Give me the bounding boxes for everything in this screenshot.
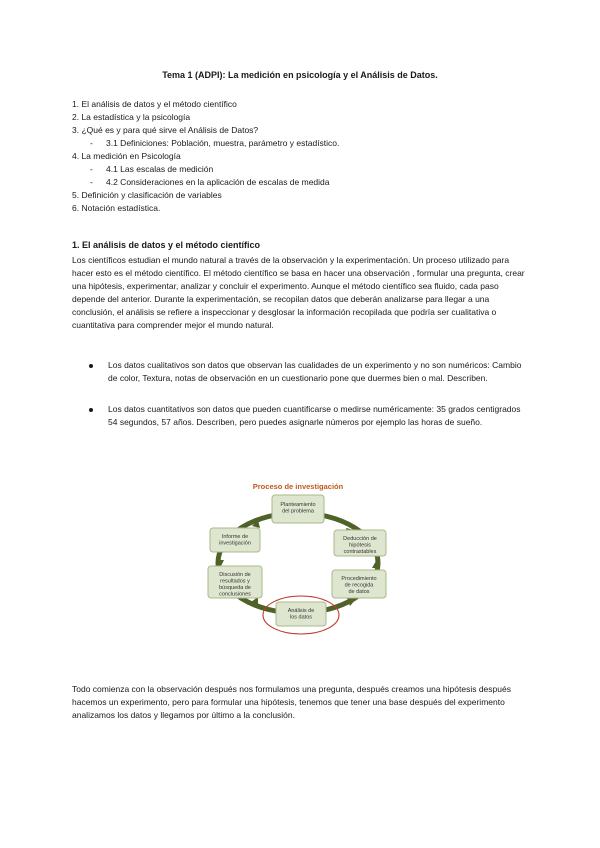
diagram-title: Proceso de investigación xyxy=(252,482,344,491)
bullet-list xyxy=(72,359,530,447)
step-box xyxy=(332,570,386,598)
closing-paragraph: Todo comienza con la observación después nos formulamos una pregunta, después creamos una hipótesis después hacemos un experimento, pero para formular una hipótesis, tenemos que tener una base después del experimento analizamos los datos y llegamos por último a la conclusión. xyxy=(72,684,511,720)
intro-paragraph: Los científicos estudian el mundo natural a través de la observación y la experimentación. Un proceso utilizado para hacer esto es el método científico. El método científico se basa en hacer una observación , formular una pregunta, crear una hipótesis, experimentar, analizar y concluir el experimento. Aunque el método científico sea fluido, cada paso depende del anterior. Durante la experimentación, se recopilan datos que deberán analizarse para llegar a una conclusión, el análisis se refiere a inspeccionar y desglosar la información recopilada que podría ser cualitativa o cuantitativa para comprender mejor el mundo natural. xyxy=(72,255,525,330)
step-box xyxy=(210,528,260,552)
toc-subitem: - 4.2 Consideraciones en la aplicación de escalas de medida xyxy=(72,176,339,189)
step-box xyxy=(208,566,262,598)
step-box xyxy=(334,530,386,556)
step-label: Discusión de resultados y búsqueda de conclusiones xyxy=(219,572,251,598)
toc-item: 6. Notación estadística. xyxy=(72,203,161,213)
step-label: Deducción de hipótesis contrastables xyxy=(343,536,377,555)
section-heading: 1. El análisis de datos y el método científico xyxy=(72,240,261,250)
toc-subitem: - 4.1 Las escalas de medición xyxy=(72,163,339,176)
toc-item: 3. ¿Qué es y para qué sirve el Análisis de Datos? xyxy=(72,125,259,135)
step-box xyxy=(272,495,324,523)
document-title: Tema 1 (ADPI): La medición en psicología y el Análisis de Datos. xyxy=(162,70,438,80)
toc-subitem: - 3.1 Definiciones: Población, muestra, parámetro y estadístico. xyxy=(72,137,339,150)
research-process-diagram xyxy=(196,478,396,638)
toc-item: 1. El análisis de datos y el método científico xyxy=(72,99,237,109)
toc-item: 4. La medición en Psicología xyxy=(72,151,181,161)
table-of-contents xyxy=(72,98,339,215)
toc-item: 2. La estadística y la psicología xyxy=(72,112,191,122)
step-label: Planteamiento del problema xyxy=(280,502,316,515)
step-box xyxy=(276,602,326,626)
toc-item: 5. Definición y clasificación de variables xyxy=(72,190,222,200)
bullet-qualitative: Los datos cualitativos son datos que observan las cualidades de un experimento y no son numéricos: Cambio de color, Textura, notas de observación en un cuestionario pone que duermes bien o mal. Describen. xyxy=(72,359,530,385)
bullet-quantitative: Los datos cuantitativos son datos que pueden cuantificarse o medirse numéricamente: 35 grados centigrados 54 segundos, 57 años. Describen, pero puedes asignarle números por ejemplo las horas de sueño. xyxy=(72,403,530,429)
step-label: Análisis de los datos xyxy=(287,608,315,621)
step-label: Informe de investigación xyxy=(219,534,251,547)
step-label: Procedimiento de recogida de datos xyxy=(341,576,377,595)
